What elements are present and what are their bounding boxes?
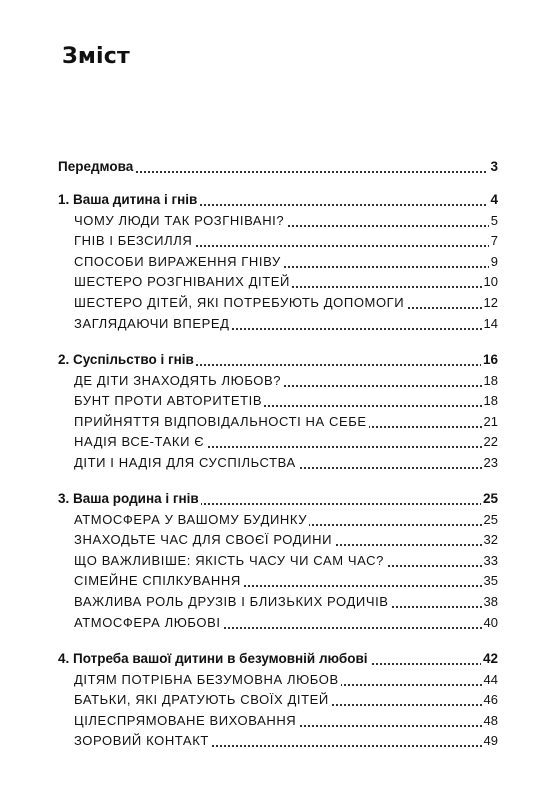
toc-page-number: 38 — [483, 594, 498, 609]
toc-page-number: 42 — [482, 651, 498, 666]
toc-chapter-entry — [0, 157, 540, 177]
toc-page-number: 12 — [483, 295, 498, 310]
toc-section-title: ЧОМУ ЛЮДИ ТАК РОЗГНІВАНІ? — [74, 212, 285, 228]
toc-section-entry — [0, 592, 540, 612]
toc-section-entry — [0, 314, 540, 334]
toc-section-title: ЗНАХОДЬТЕ ЧАС ДЛЯ СВОЄЇ РОДИНИ — [74, 532, 333, 548]
toc-section-entry — [0, 571, 540, 591]
toc-section-entry — [0, 530, 540, 550]
toc-section-entry — [0, 453, 540, 473]
toc-section-entry — [0, 510, 540, 530]
toc-page-number: 33 — [483, 552, 498, 568]
toc-page-number: 44 — [483, 671, 498, 687]
toc-section-entry — [0, 252, 540, 272]
toc-section-title: ЩО ВАЖЛИВІШЕ: ЯКІСТЬ ЧАСУ ЧИ САМ ЧАС? — [74, 552, 384, 568]
toc-section-title: ШЕСТЕРО РОЗГНІВАНИХ ДІТЕЙ — [74, 274, 290, 290]
toc-chapter-title: 3. Ваша родина і гнів — [58, 491, 199, 506]
toc-section-title: АТМОСФЕРА ЛЮБОВІ — [74, 614, 221, 630]
toc-section-entry — [0, 231, 540, 251]
toc-chapter-entry — [0, 350, 540, 370]
toc-section-entry — [0, 293, 540, 313]
toc-page-number: 5 — [490, 212, 498, 228]
toc-section-entry — [0, 412, 540, 432]
toc-section-title: ЗАГЛЯДАЮЧИ ВПЕРЕД — [74, 315, 230, 331]
toc-chapter-title: Передмова — [58, 159, 134, 174]
toc-page-number: 4 — [490, 192, 498, 207]
toc-section-title: СІМЕЙНЕ СПІЛКУВАННЯ — [74, 573, 241, 589]
toc-page-number: 40 — [483, 614, 498, 630]
toc-page-number: 7 — [490, 233, 498, 249]
toc-page-number: 14 — [483, 315, 498, 331]
toc-section-title: ПРИЙНЯТТЯ ВІДПОВІДАЛЬНОСТІ НА СЕБЕ — [74, 413, 367, 429]
toc-page-number: 16 — [482, 352, 498, 367]
toc-section-entry — [0, 731, 540, 751]
toc-section-title: ЦІЛЕСПРЯМОВАНЕ ВИХОВАННЯ — [74, 712, 297, 728]
toc-page-number: 25 — [483, 511, 498, 527]
toc-section-title: БАТЬКИ, ЯКІ ДРАТУЮТЬ СВОЇХ ДІТЕЙ — [74, 692, 329, 708]
toc-section-title: ДІТИ І НАДІЯ ДЛЯ СУСПІЛЬСТВА — [74, 455, 296, 470]
toc-section-title: АТМОСФЕРА У ВАШОМУ БУДИНКУ — [74, 511, 308, 527]
toc-section-entry — [0, 272, 540, 292]
toc-page-number: 3 — [490, 159, 498, 174]
toc-section-entry — [0, 211, 540, 231]
toc-section-title: ДІТЯМ ПОТРІБНА БЕЗУМОВНА ЛЮБОВ — [74, 671, 339, 687]
toc-chapter-title: 2. Суспільство і гнів — [58, 352, 194, 367]
toc-section-title: ДЕ ДІТИ ЗНАХОДЯТЬ ЛЮБОВ? — [74, 372, 282, 388]
toc-section-title: ГНІВ І БЕЗСИЛЛЯ — [74, 233, 193, 249]
toc-page-number: 25 — [482, 491, 498, 506]
toc-page-number: 22 — [483, 434, 498, 450]
toc-section-title: БУНТ ПРОТИ АВТОРИТЕТІВ — [74, 393, 263, 409]
toc-page-number: 18 — [483, 372, 498, 388]
toc-page-number: 35 — [483, 573, 498, 589]
toc-section-title: ВАЖЛИВА РОЛЬ ДРУЗІВ І БЛИЗЬКИХ РОДИЧІВ — [74, 594, 389, 609]
toc-chapter-entry — [0, 190, 540, 210]
toc-section-title: ЗОРОВИЙ КОНТАКТ — [74, 733, 209, 749]
toc-section-entry — [0, 670, 540, 690]
toc-section-entry — [0, 711, 540, 731]
toc-page-number: 49 — [483, 733, 498, 749]
toc-page-number: 23 — [483, 455, 498, 470]
toc-chapter-entry — [0, 649, 540, 669]
toc-chapter-entry — [0, 489, 540, 509]
toc-chapter-title: 1. Ваша дитина і гнів — [58, 192, 198, 207]
toc-section-entry — [0, 432, 540, 452]
toc-section-entry — [0, 690, 540, 710]
toc-page-number: 18 — [483, 393, 498, 409]
toc-section-entry — [0, 391, 540, 411]
toc-section-entry — [0, 613, 540, 633]
toc-page-number: 48 — [483, 712, 498, 728]
toc-page-number: 46 — [483, 692, 498, 708]
toc-section-entry — [0, 371, 540, 391]
toc-section-title: ШЕСТЕРО ДІТЕЙ, ЯКІ ПОТРЕБУЮТЬ ДОПОМОГИ — [74, 295, 405, 310]
toc-page-number: 21 — [483, 413, 498, 429]
toc-page-number: 32 — [483, 532, 498, 548]
page-title: Зміст — [62, 44, 130, 69]
toc-section-title: СПОСОБИ ВИРАЖЕННЯ ГНІВУ — [74, 253, 281, 269]
toc-section-title: НАДІЯ ВСЕ-ТАКИ Є — [74, 434, 205, 450]
toc-page-number: 10 — [483, 274, 498, 290]
toc-chapter-title: 4. Потреба вашої дитини в безумовній любові — [58, 651, 368, 666]
toc-section-entry — [0, 551, 540, 571]
toc-page-number: 9 — [490, 253, 498, 269]
